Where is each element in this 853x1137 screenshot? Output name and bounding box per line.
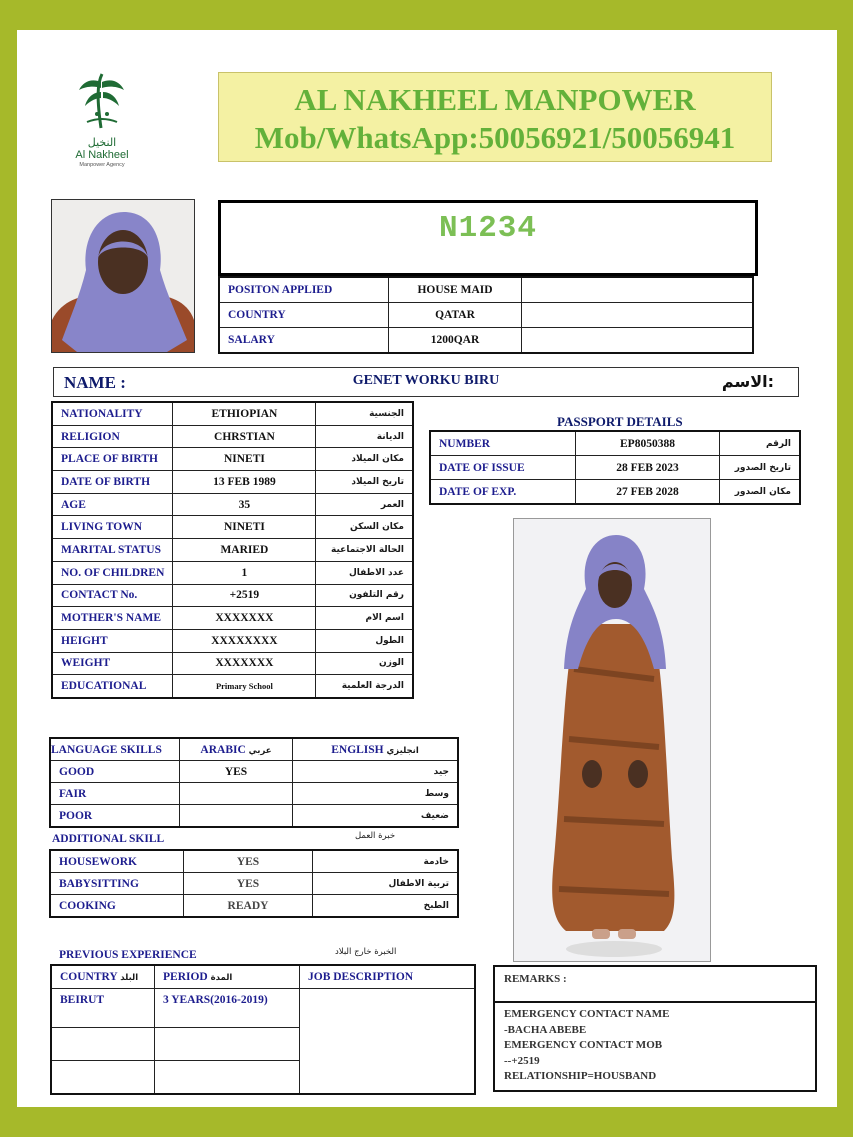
table-row bbox=[430, 456, 800, 480]
table-row bbox=[52, 493, 413, 516]
field-value: 1 bbox=[173, 561, 316, 584]
passport-table bbox=[429, 430, 801, 505]
field-label-arabic: الحالة الاجتماعية bbox=[316, 539, 413, 562]
language-level-label: FAIR bbox=[50, 783, 180, 805]
table-row bbox=[52, 425, 413, 448]
table-row bbox=[219, 277, 753, 303]
full-body-photo bbox=[513, 518, 711, 962]
experience-job bbox=[300, 989, 476, 1095]
language-header: LANGUAGE SKILLS bbox=[50, 738, 180, 761]
table-row bbox=[52, 539, 413, 562]
field-label: MARITAL STATUS bbox=[52, 539, 173, 562]
empty-cell bbox=[522, 303, 754, 328]
position-table bbox=[218, 276, 754, 354]
field-label: AGE bbox=[52, 493, 173, 516]
passport-label-arabic: تاريخ الصدور bbox=[720, 456, 801, 480]
table-row bbox=[50, 783, 458, 805]
remarks-box bbox=[493, 965, 817, 1092]
passport-value: 28 FEB 2023 bbox=[576, 456, 720, 480]
arabic-column-header bbox=[180, 738, 293, 761]
passport-label: DATE OF ISSUE bbox=[430, 456, 576, 480]
field-value: XXXXXXX bbox=[173, 652, 316, 675]
skill-label-arabic: الطبخ bbox=[313, 895, 459, 918]
english-header-label: ENGLISH bbox=[331, 743, 384, 756]
passport-label-arabic: الرقم bbox=[720, 431, 801, 456]
language-level-label: GOOD bbox=[50, 761, 180, 783]
passport-title: PASSPORT DETAILS bbox=[557, 414, 683, 429]
header-banner bbox=[218, 72, 772, 162]
position-value: HOUSE MAID bbox=[389, 277, 522, 303]
period-column-header bbox=[155, 965, 300, 989]
table-row bbox=[52, 471, 413, 494]
field-value: 13 FEB 1989 bbox=[173, 471, 316, 494]
english-column-header bbox=[293, 738, 459, 761]
experience-period bbox=[155, 1061, 300, 1095]
skill-label: BABYSITTING bbox=[50, 873, 184, 895]
arabic-header-label: ARABIC bbox=[200, 743, 246, 756]
remarks-body bbox=[495, 1003, 815, 1089]
skill-label: COOKING bbox=[50, 895, 184, 918]
logo-subtitle: Manpower Agency bbox=[79, 162, 125, 168]
field-label-arabic: عدد الاطفال bbox=[316, 561, 413, 584]
skill-label: HOUSEWORK bbox=[50, 850, 184, 873]
table-row bbox=[52, 516, 413, 539]
table-row bbox=[50, 761, 458, 783]
experience-country bbox=[51, 1061, 155, 1095]
table-row bbox=[51, 989, 475, 1028]
table-row bbox=[50, 738, 458, 761]
table-row bbox=[52, 584, 413, 607]
name-bar bbox=[53, 367, 799, 397]
field-label-arabic: تاريخ الميلاد bbox=[316, 471, 413, 494]
field-label-arabic: العمر bbox=[316, 493, 413, 516]
table-row bbox=[430, 480, 800, 505]
table-row bbox=[51, 965, 475, 989]
language-level-label: POOR bbox=[50, 805, 180, 828]
field-label: HEIGHT bbox=[52, 629, 173, 652]
field-value: NINETI bbox=[173, 516, 316, 539]
field-label: PLACE OF BIRTH bbox=[52, 448, 173, 471]
arabic-header-arabic: عربي bbox=[248, 745, 272, 756]
country-value: QATAR bbox=[389, 303, 522, 328]
remarks-line: RELATIONSHIP=HOUSBAND bbox=[504, 1070, 657, 1082]
name-label: NAME : bbox=[64, 373, 126, 392]
field-label-arabic: الديانة bbox=[316, 425, 413, 448]
cv-page bbox=[17, 30, 837, 1107]
skill-value: READY bbox=[184, 895, 313, 918]
empty-cell bbox=[522, 328, 754, 354]
additional-skills-table bbox=[49, 849, 459, 918]
arabic-level-value bbox=[180, 783, 293, 805]
table-row bbox=[50, 895, 458, 918]
table-row bbox=[52, 675, 413, 698]
field-label: NO. OF CHILDREN bbox=[52, 561, 173, 584]
field-label: WEIGHT bbox=[52, 652, 173, 675]
table-row bbox=[50, 850, 458, 873]
field-value: CHRSTIAN bbox=[173, 425, 316, 448]
field-label-arabic: رقم التلفون bbox=[316, 584, 413, 607]
skill-label-arabic: خادمة bbox=[313, 850, 459, 873]
passport-label: DATE OF EXP. bbox=[430, 480, 576, 505]
empty-cell bbox=[522, 277, 754, 303]
field-value: Primary School bbox=[173, 675, 316, 698]
field-value: MARIED bbox=[173, 539, 316, 562]
field-label: DATE OF BIRTH bbox=[52, 471, 173, 494]
experience-title-arabic: الخبرة خارج البلاد bbox=[335, 947, 397, 957]
english-level-arabic: جيد bbox=[293, 761, 459, 783]
remarks-line: --+2519 bbox=[504, 1054, 540, 1067]
skill-value: YES bbox=[184, 873, 313, 895]
candidate-name: GENET WORKU BIRU bbox=[352, 373, 500, 388]
arabic-level-value bbox=[180, 805, 293, 828]
period-header-label: PERIOD bbox=[163, 971, 208, 983]
field-value: +2519 bbox=[173, 584, 316, 607]
arabic-level-value: YES bbox=[180, 761, 293, 783]
field-label-arabic: الوزن bbox=[316, 652, 413, 675]
logo-arabic-text: النخيل bbox=[87, 136, 117, 149]
table-row bbox=[52, 607, 413, 630]
field-value: NINETI bbox=[173, 448, 316, 471]
experience-period bbox=[155, 1028, 300, 1061]
company-contact: Mob/WhatsApp:50056921/50056941 bbox=[254, 120, 736, 155]
skill-value: YES bbox=[184, 850, 313, 873]
personal-details-table bbox=[51, 401, 414, 699]
remarks-line: EMERGENCY CONTACT MOB bbox=[504, 1039, 663, 1051]
period-header-arabic: المدة bbox=[210, 973, 233, 983]
job-column-header: JOB DESCRIPTION bbox=[300, 965, 476, 989]
english-level-arabic: وسط bbox=[293, 783, 459, 805]
english-level-arabic: ضعيف bbox=[293, 805, 459, 828]
table-row bbox=[52, 629, 413, 652]
passport-label: NUMBER bbox=[430, 431, 576, 456]
passport-value: 27 FEB 2028 bbox=[576, 480, 720, 505]
experience-table bbox=[50, 964, 476, 1095]
country-column-header bbox=[51, 965, 155, 989]
remarks-line: EMERGENCY CONTACT NAME bbox=[504, 1008, 670, 1020]
experience-period: 3 YEARS(2016-2019) bbox=[155, 989, 300, 1028]
table-row bbox=[430, 431, 800, 456]
field-label: RELIGION bbox=[52, 425, 173, 448]
remarks-line: -BACHA ABEBE bbox=[504, 1023, 587, 1036]
field-label: EDUCATIONAL bbox=[52, 675, 173, 698]
palm-logo-icon bbox=[67, 70, 137, 132]
position-label: POSITON APPLIED bbox=[219, 277, 389, 303]
table-row bbox=[219, 328, 753, 354]
experience-country: BEIRUT bbox=[51, 989, 155, 1028]
field-label-arabic: مكان السكن bbox=[316, 516, 413, 539]
table-row bbox=[52, 448, 413, 471]
logo-name: Al Nakheel bbox=[75, 149, 129, 161]
candidate-code-box bbox=[218, 200, 758, 276]
salary-label: SALARY bbox=[219, 328, 389, 354]
portrait-photo bbox=[51, 199, 195, 353]
candidate-code: N1234 bbox=[438, 211, 537, 246]
field-label-arabic: مكان الميلاد bbox=[316, 448, 413, 471]
experience-title: PREVIOUS EXPERIENCE bbox=[59, 949, 197, 961]
country-header-label: COUNTRY bbox=[60, 971, 118, 983]
country-header-arabic: البلد bbox=[120, 973, 139, 983]
company-logo bbox=[57, 70, 147, 175]
field-label-arabic: اسم الام bbox=[316, 607, 413, 630]
passport-label-arabic: مكان الصدور bbox=[720, 480, 801, 505]
passport-value: EP8050388 bbox=[576, 431, 720, 456]
field-label-arabic: الجنسية bbox=[316, 402, 413, 425]
field-label: MOTHER'S NAME bbox=[52, 607, 173, 630]
country-label: COUNTRY bbox=[219, 303, 389, 328]
salary-value: 1200QAR bbox=[389, 328, 522, 354]
field-value: XXXXXXX bbox=[173, 607, 316, 630]
table-row bbox=[52, 652, 413, 675]
field-value: ETHIOPIAN bbox=[173, 402, 316, 425]
table-row bbox=[50, 805, 458, 828]
field-label-arabic: الدرجة العلمية bbox=[316, 675, 413, 698]
name-label-arabic: الاسم: bbox=[721, 372, 774, 391]
experience-country bbox=[51, 1028, 155, 1061]
field-label: NATIONALITY bbox=[52, 402, 173, 425]
table-row bbox=[52, 402, 413, 425]
additional-skill-title-arabic: خبرة العمل bbox=[355, 831, 396, 841]
remarks-label: REMARKS : bbox=[495, 967, 815, 1003]
table-row bbox=[52, 561, 413, 584]
field-label: CONTACT No. bbox=[52, 584, 173, 607]
field-value: XXXXXXXX bbox=[173, 629, 316, 652]
additional-skill-title: ADDITIONAL SKILL bbox=[52, 833, 165, 845]
field-label-arabic: الطول bbox=[316, 629, 413, 652]
field-label: LIVING TOWN bbox=[52, 516, 173, 539]
language-skills-table bbox=[49, 737, 459, 828]
company-title: AL NAKHEEL MANPOWER bbox=[294, 82, 696, 117]
table-row bbox=[219, 303, 753, 328]
skill-label-arabic: تربية الاطفال bbox=[313, 873, 459, 895]
field-value: 35 bbox=[173, 493, 316, 516]
table-row bbox=[50, 873, 458, 895]
english-header-arabic: انجليزي bbox=[386, 745, 419, 756]
